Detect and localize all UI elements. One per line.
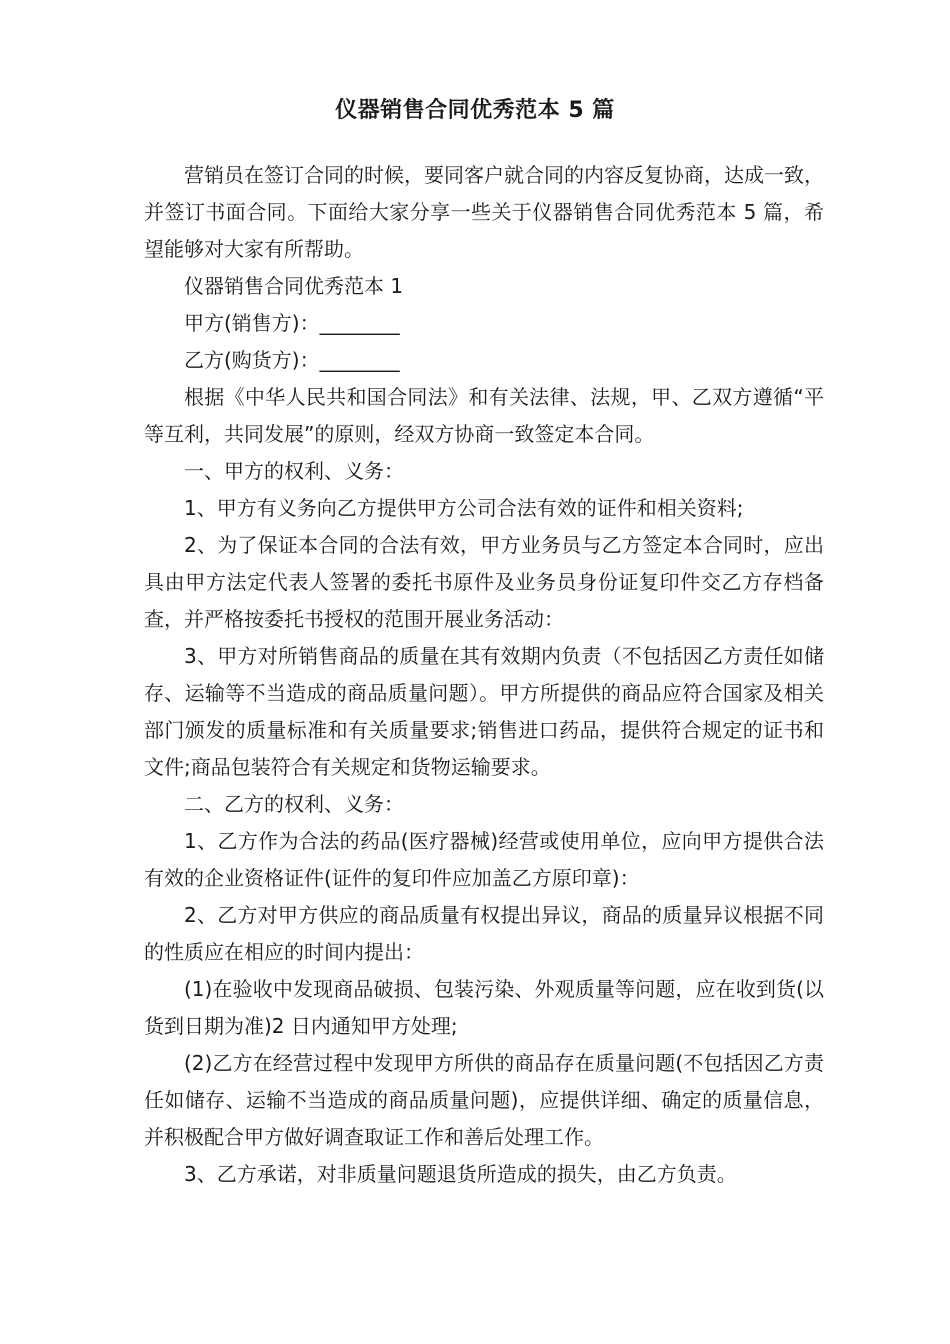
intro-paragraph: 营销员在签订合同的时候，要同客户就合同的内容反复协商，达成一致，并签订书面合同。下面给大家分享一些关于仪器销售合同优秀范本 5 篇，希望能够对大家有所帮助。	[144, 163, 824, 261]
clause-b-2-sub-1: (1)在验收中发现商品破损、包装污染、外观质量等问题，应在收到货(以货到日期为准)2 日内通知甲方处理;	[144, 977, 824, 1038]
document-title: 仪器销售合同优秀范本 5 篇	[335, 98, 615, 123]
document-body	[144, 157, 824, 1193]
clause-b-3: 3、乙方承诺，对非质量问题退货所造成的损失，由乙方负责。	[184, 1162, 737, 1186]
clause-a-3: 3、甲方对所销售商品的质量在其有效期内负责（不包括因乙方责任如储存、运输等不当造成的商品质量问题）。甲方所提供的商品应符合国家及相关部门颁发的质量标准和有关质量要求;销售进口药品，提供符合规定的证书和文件;商品包装符合有关规定和货物运输要求。	[144, 644, 824, 779]
section-heading-party-a-rights: 一、甲方的权利、义务：	[184, 459, 404, 483]
clause-b-2: 2、乙方对甲方供应的商品质量有权提出异议，商品的质量异议根据不同的性质应在相应的时间内提出：	[144, 903, 824, 964]
section-heading-sample-1: 仪器销售合同优秀范本 1	[184, 274, 404, 298]
clause-b-2-sub-2: (2)乙方在经营过程中发现甲方所供的商品存在质量问题(不包括因乙方责任如储存、运输不当造成的商品质量问题)，应提供详细、确定的质量信息，并积极配合甲方做好调查取证工作和善后处理工作。	[144, 1051, 824, 1149]
clause-b-1: 1、乙方作为合法的药品(医疗器械)经营或使用单位，应向甲方提供合法有效的企业资格证件(证件的复印件应加盖乙方原印章)：	[144, 829, 824, 890]
party-b-line: 乙方(购货方)：________	[184, 348, 400, 372]
clause-a-1: 1、甲方有义务向乙方提供甲方公司合法有效的证件和相关资料;	[184, 496, 744, 520]
party-a-line: 甲方(销售方)：________	[184, 311, 400, 335]
section-heading-party-b-rights: 二、乙方的权利、义务：	[184, 792, 404, 816]
preamble-paragraph: 根据《中华人民共和国合同法》和有关法律、法规，甲、乙双方遵循“平等互利，共同发展”的原则，经双方协商一致签定本合同。	[144, 385, 824, 446]
clause-a-2: 2、为了保证本合同的合法有效，甲方业务员与乙方签定本合同时，应出具由甲方法定代表人签署的委托书原件及业务员身份证复印件交乙方存档备查，并严格按委托书授权的范围开展业务活动：	[144, 533, 824, 631]
